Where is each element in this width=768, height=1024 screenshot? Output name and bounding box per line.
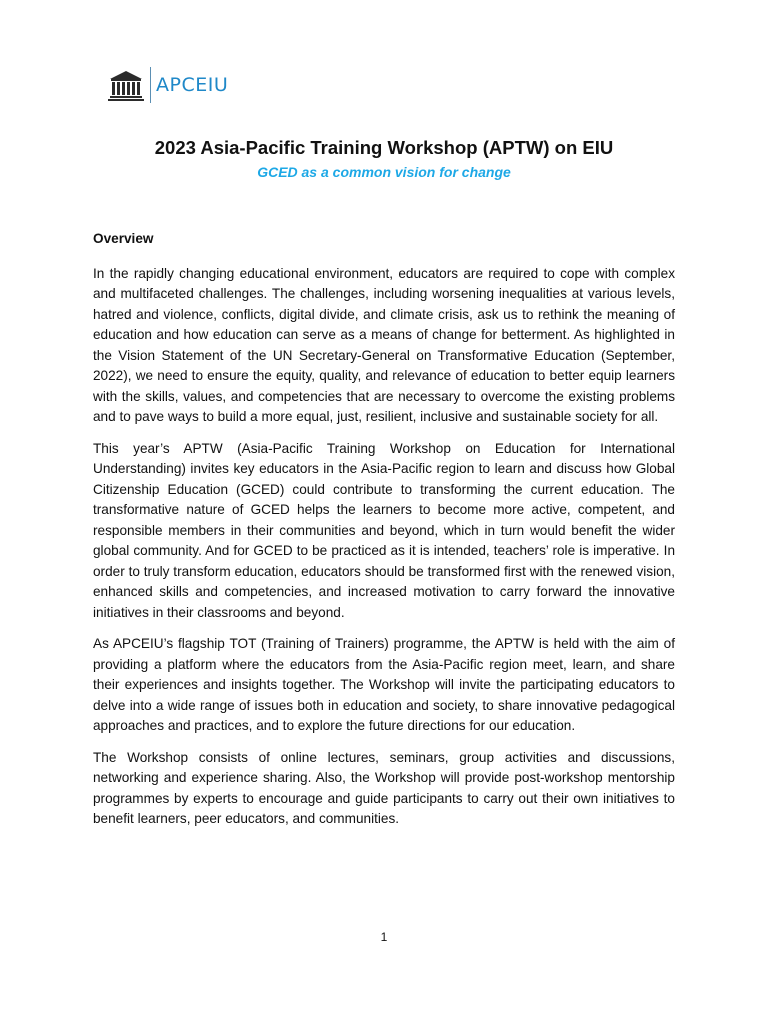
overview-heading: Overview xyxy=(93,231,154,246)
paragraph: As APCEIU’s flagship TOT (Training of Trainers) programme, the APTW is held with the aim of providing a platform where the educators from the Asia-Pacific region meet, learn, and share their experiences and insights together. The Workshop will invite the participating educators to delve into a wide range of issues both in education and society, to share innovative pedagogical approaches and practices, and to explore the future directions for our education. xyxy=(93,636,675,733)
paragraph: In the rapidly changing educational environment, educators are required to cope with complex and multifaceted challenges. The challenges, including worsening inequalities at various levels, hatred and violence, conflicts, digital divide, and climate crisis, ask us to rethink the meaning of education and how education can serve as a means of change for betterment. As highlighted in the Vision Statement of the UN Secretary-General on Transformative Education (September, 2022), we need to ensure the equity, quality, and relevance of education to better equip learners with the skills, values, and competencies that are necessary to overcome the existing problems and to pave ways to build a more equal, just, resilient, inclusive and sustainable society for all. xyxy=(93,265,675,424)
logo-wordmark: APCEIU xyxy=(156,73,229,96)
document-subtitle: GCED as a common vision for change xyxy=(257,164,511,180)
paragraph: This year’s APTW (Asia-Pacific Training Workshop on Education for International Understanding) invites key educators in the Asia-Pacific region to learn and discuss how Global Citizenship Education (GCED) could contribute to transforming the current education. The transformative nature of GCED helps the learners to become more active, competent, and responsible members in their communities and beyond, which in turn would benefit the wider global community. And for GCED to be practiced as it is intended, teachers’ role is imperative. In order to truly transform education, educators should be transformed first with the renewed vision, enhanced skills and competencies, and increased motivation to carry forward the innovative initiatives in their classrooms and beyond. xyxy=(93,440,675,620)
unesco-temple-icon xyxy=(108,69,144,101)
logo-divider xyxy=(150,67,151,103)
page-number: 1 xyxy=(380,930,388,944)
apceiu-logo xyxy=(108,66,228,104)
overview-section xyxy=(93,229,675,841)
document-title: 2023 Asia-Pacific Training Workshop (APTW) on EIU xyxy=(154,137,614,158)
paragraph: The Workshop consists of online lectures, seminars, group activities and discussions, networking and experience sharing. Also, the Workshop will provide post-workshop mentorship programmes by experts to encourage and guide participants to carry out their own initiatives to benefit learners, peer educators, and communities. xyxy=(93,749,675,826)
